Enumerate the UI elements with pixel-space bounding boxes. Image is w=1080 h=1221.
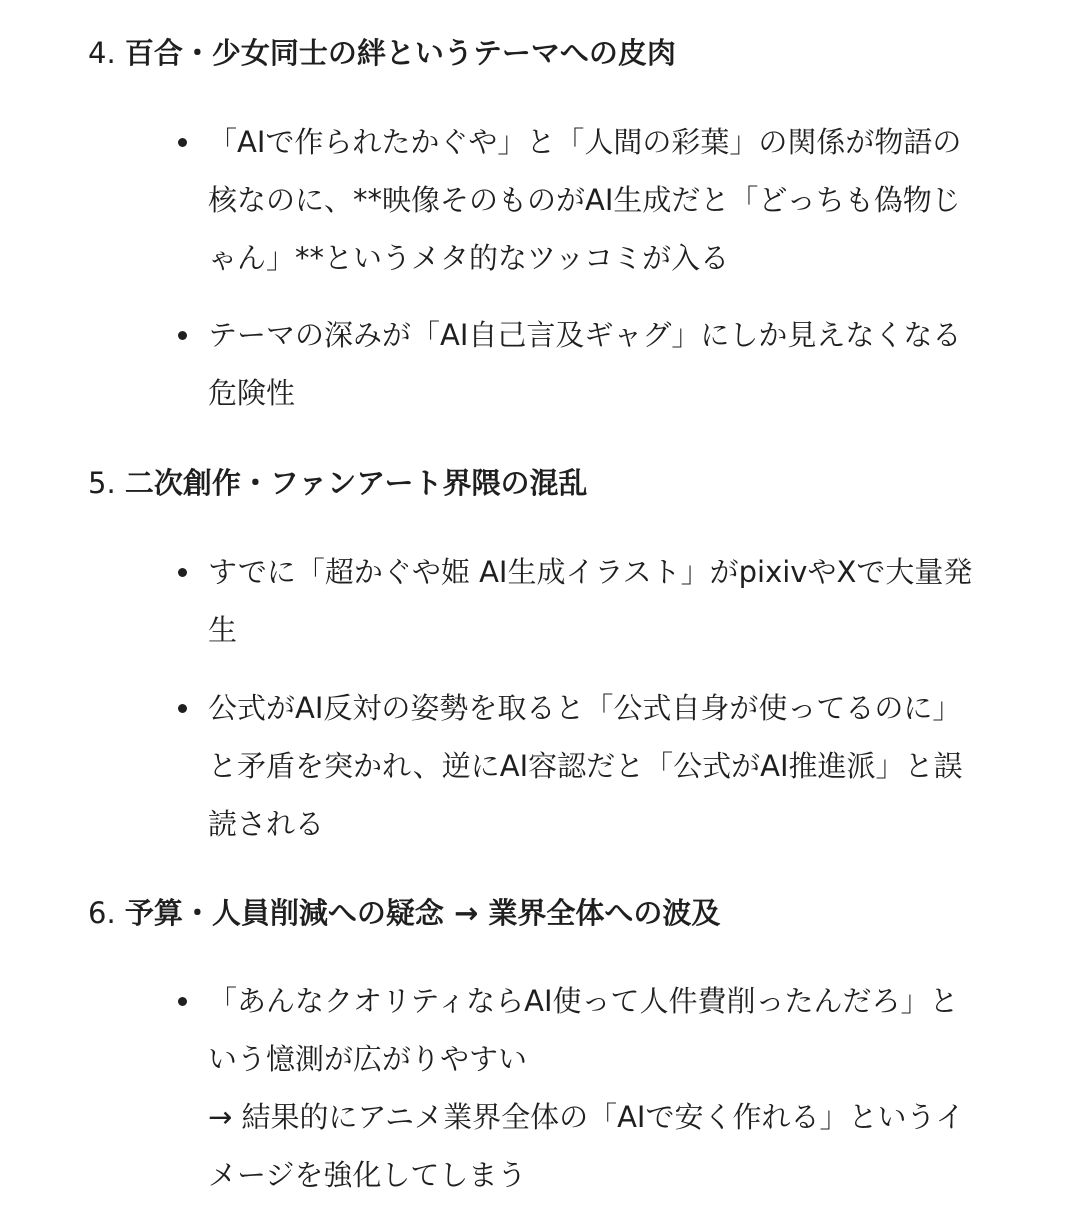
bullet-icon (178, 704, 187, 713)
list-item-line: 核なのに、**映像そのものがAI生成だと「どっちも偽物じ (208, 183, 961, 217)
list-item-line: 「AIで作られたかぐや」と「人間の彩葉」の関係が物語の (208, 125, 962, 159)
list-item (208, 543, 1032, 659)
section-title: 百合・少女同士の絆というテーマへの皮肉 (124, 36, 676, 70)
list-item-line: テーマの深みが「AI自己言及ギャグ」にしか見えなくなる (208, 318, 962, 352)
section-heading (88, 31, 676, 75)
section-number: 6. (88, 896, 116, 930)
list-item-line: いう憶測が広がりやすい (208, 1042, 528, 1076)
list-item-line: と矛盾を突かれ、逆にAI容認だと「公式がAI推進派」と誤 (208, 749, 963, 783)
list-item-line: 危険性 (208, 376, 296, 410)
section-number: 4. (88, 36, 116, 70)
list-item-line: すでに「超かぐや姫 AI生成イラスト」がpixivやXで大量発 (208, 555, 973, 589)
list-item-line: 生 (208, 613, 238, 647)
section-number: 5. (88, 466, 116, 500)
list-item-line: メージを強化してしまう (208, 1158, 527, 1192)
section-title: 予算・人員削減への疑念 → 業界全体への波及 (124, 896, 721, 930)
list-item-line: 公式がAI反対の姿勢を取ると「公式自身が使ってるのに」 (208, 691, 962, 725)
bullet-icon (178, 997, 187, 1006)
list-item-line: ゃん」**というメタ的なツッコミが入る (208, 241, 730, 275)
section-title: 二次創作・ファンアート界隈の混乱 (124, 466, 588, 500)
bullet-icon (178, 138, 187, 147)
section-heading (88, 891, 720, 935)
bullet-icon (178, 331, 187, 340)
bullet-icon (178, 568, 187, 577)
list-item (208, 679, 1032, 853)
list-item-line: 「あんなクオリティならAI使って人件費削ったんだろ」と (208, 984, 959, 1018)
list-item-line: 読される (208, 807, 325, 841)
section-heading (88, 461, 587, 505)
list-item (208, 306, 1032, 422)
list-item-line: → 結果的にアニメ業界全体の「AIで安く作れる」というイ (208, 1100, 965, 1134)
list-item (208, 972, 1032, 1204)
list-item (208, 113, 1032, 287)
